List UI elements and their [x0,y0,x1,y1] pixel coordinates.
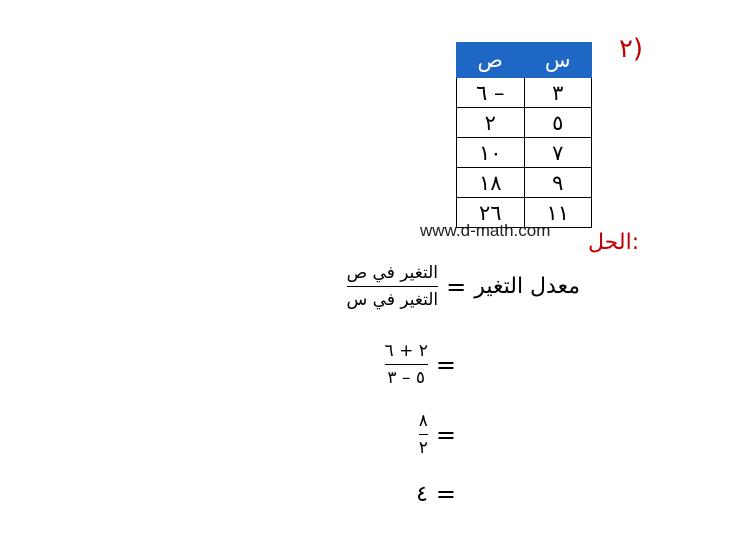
fraction-bar [347,286,439,287]
fraction-numerator: ٢ + ٦ [384,341,428,361]
formula-fraction [347,262,439,311]
result-value: ٤ [416,481,428,507]
equals-sign: = [435,420,456,449]
formula-row [347,262,581,311]
table-row [457,78,592,108]
table-row [457,138,592,168]
cell-y: ١٠ [457,138,525,168]
header-y: ص [457,43,525,78]
step-fraction [419,410,428,459]
cell-y: ٢٦ [457,198,525,228]
watermark-url: www.d-math.com [420,221,551,240]
problem-number: ٢) [618,34,644,64]
fraction-denominator: ٥ – ٣ [387,368,426,388]
fraction-bar [419,434,428,435]
fraction-denominator: التغير في س [346,290,439,310]
equals-sign: = [435,350,456,379]
cell-y: ٢ [457,108,525,138]
equals-sign: = [446,272,467,301]
cell-x: ٥ [524,108,592,138]
step-row [385,340,464,389]
rate-of-change-label: معدل التغير [474,274,580,299]
cell-y: ١٨ [457,168,525,198]
table-row [457,108,592,138]
fraction-bar [385,364,428,365]
cell-y: ٦ – [457,78,525,108]
equals-sign: = [435,480,456,508]
step-row [419,410,464,459]
fraction-denominator: ٢ [418,438,428,458]
fraction-numerator: التغير في ص [346,263,438,283]
cell-x: ٧ [524,138,592,168]
cell-x: ١١ [524,198,592,228]
xy-table [456,42,592,228]
table-header-row [457,43,592,78]
fraction-numerator: ٨ [418,411,428,431]
result-row [416,480,464,508]
table-row [457,168,592,198]
header-x: س [524,43,592,78]
step-fraction [385,340,428,389]
cell-x: ٣ [524,78,592,108]
solution-label: الحل: [588,230,640,255]
cell-x: ٩ [524,168,592,198]
